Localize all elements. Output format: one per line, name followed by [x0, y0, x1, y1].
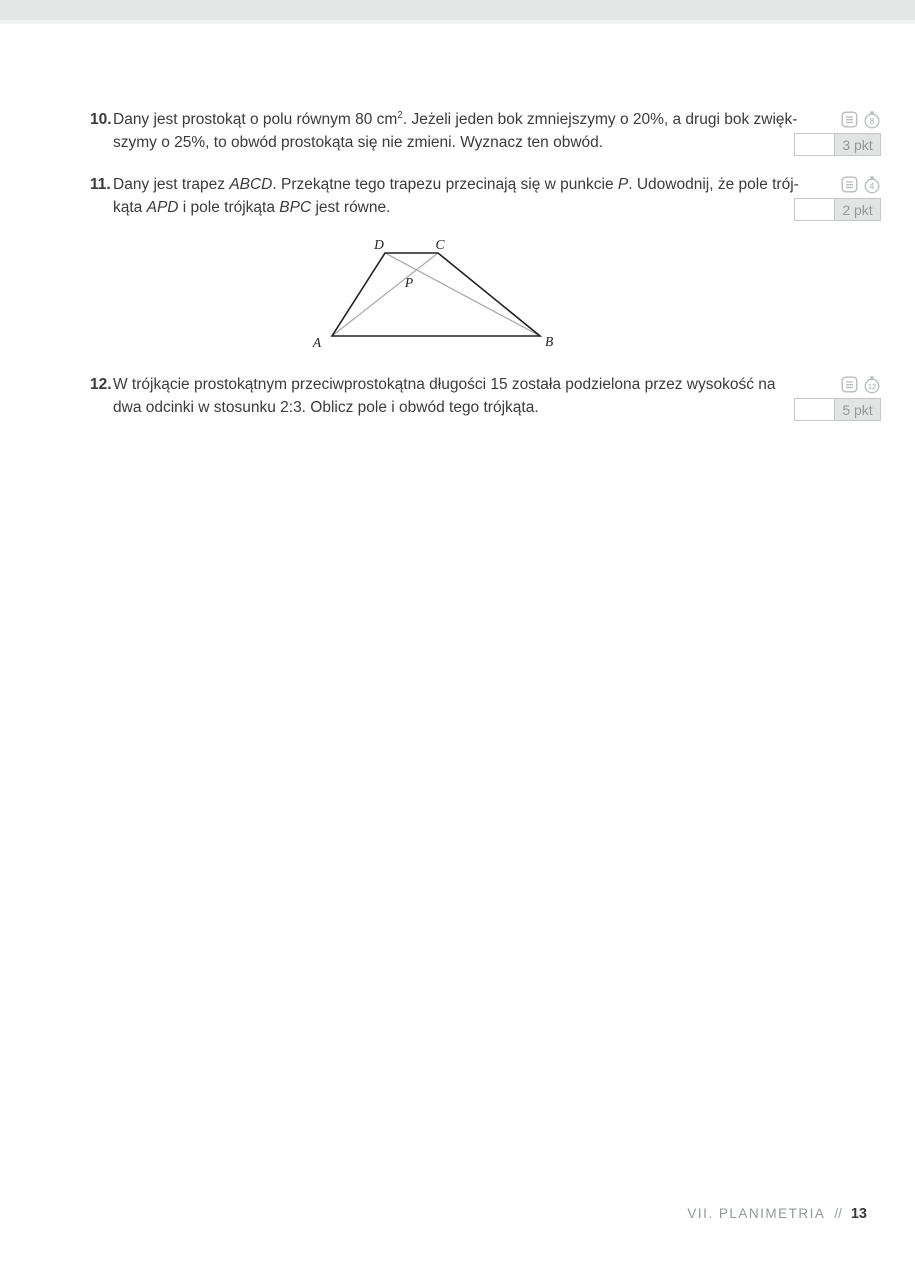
- page-top-bar-edge: [0, 20, 915, 24]
- footer-separator: //: [834, 1206, 842, 1221]
- timer-icon: [863, 111, 881, 129]
- problem-12: [90, 373, 881, 419]
- problem-10: [90, 108, 881, 154]
- footer-section-title: VII. PLANIMETRIA: [687, 1206, 826, 1221]
- trapezoid-figure: [305, 236, 565, 351]
- trapezoid-outline: [332, 253, 540, 336]
- problem-text: Dany jest prostokąt o polu równym 80 $cm^2$. Jeżeli jeden bok zmniejszymy o 20%, a drugi bok zwięk- szymy o 25%, to obwód prostokąta się nie zmieni. Wyznacz ten obwód.: [113, 109, 798, 151]
- vertex-label-c: C: [435, 237, 445, 252]
- problem-meta-icons: [841, 111, 881, 129]
- problem-number: 11.: [90, 176, 111, 193]
- vertex-label-b: B: [545, 334, 554, 349]
- notes-icon: [841, 376, 859, 394]
- diagonal-ac: [332, 253, 438, 336]
- points-label: 3 pkt: [834, 134, 880, 155]
- score-blank-field: [795, 134, 834, 155]
- points-box: [794, 198, 881, 221]
- problem-number: 10.: [90, 111, 112, 128]
- score-blank-field: [795, 199, 834, 220]
- footer-page-number: 13: [850, 1206, 867, 1222]
- timer-minutes: 8: [869, 117, 875, 126]
- score-blank-field: [795, 399, 834, 420]
- page-footer: [687, 1206, 867, 1222]
- problem-meta-icons: [841, 176, 881, 194]
- timer-minutes: 12: [867, 382, 877, 391]
- points-box: [794, 133, 881, 156]
- points-box: [794, 398, 881, 421]
- problem-11: [90, 173, 881, 219]
- point-label-p: P: [404, 275, 414, 290]
- vertex-label-d: D: [374, 237, 384, 252]
- notes-icon: [841, 176, 859, 194]
- timer-icon: [863, 376, 881, 394]
- problem-text: W trójkącie prostokątnym przeciwprostokątna długości 15 została podzielona przez wysokość na dwa odcinki w stosunku 2:3. Oblicz pole i obwód tego trójkąta.: [113, 376, 776, 416]
- problem-number: 12.: [90, 376, 112, 393]
- timer-minutes: 4: [869, 182, 875, 191]
- points-label: 2 pkt: [834, 199, 880, 220]
- notes-icon: [841, 111, 859, 129]
- diagonal-db: [385, 253, 540, 336]
- page-top-bar: [0, 0, 915, 20]
- vertex-label-a: A: [312, 335, 322, 350]
- problem-meta-icons: [841, 376, 881, 394]
- problem-text: Dany jest trapez ABCD. Przekątne tego trapezu przecinają się w punkcie P. Udowodnij, że pole trój- kąta APD i pole trójkąta BPC jest równe.: [113, 176, 799, 216]
- points-label: 5 pkt: [834, 399, 880, 420]
- timer-icon: [863, 176, 881, 194]
